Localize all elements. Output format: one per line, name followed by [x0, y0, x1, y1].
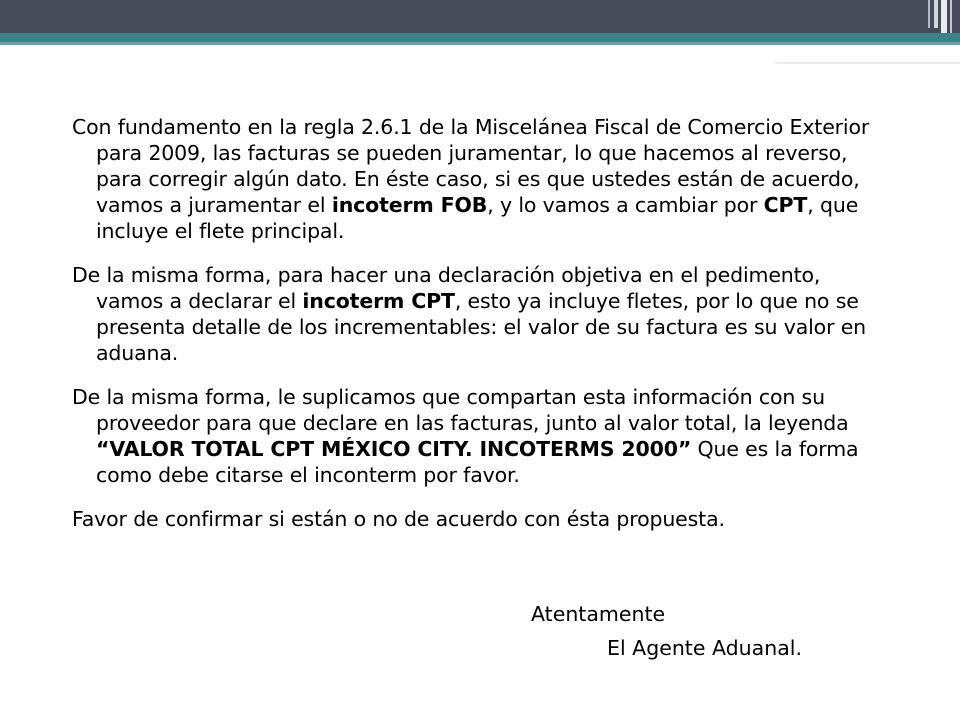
bold-text: incoterm FOB	[331, 193, 488, 217]
decorative-line	[720, 49, 888, 51]
decorative-bar	[934, 0, 938, 28]
text: Que es la forma como debe citarse el inconterm por favor.	[96, 437, 859, 487]
closing-text: Atentamente	[531, 602, 666, 626]
bold-text: CPT	[763, 193, 808, 217]
bold-text: “VALOR TOTAL CPT MÉXICO CITY. INCOTERMS 2000”	[96, 437, 692, 461]
paragraph-regla	[72, 114, 892, 244]
text: , esto ya incluye fletes, por lo que no se presenta detalle de los incrementables: el valor de su factura es su valor en aduana.	[96, 289, 867, 365]
bold-text: incoterm CPT	[302, 289, 455, 313]
text: , y lo vamos a cambiar por	[487, 193, 764, 217]
decorative-bar	[950, 0, 952, 33]
document-body	[72, 114, 892, 550]
text: Favor de confirmar si están o no de acuerdo con ésta propuesta.	[72, 507, 725, 531]
header-bar	[0, 0, 960, 33]
header-accent-stripe-light	[0, 42, 960, 45]
text: Con fundamento en la regla 2.6.1 de la Miscelánea Fiscal de Comercio Exterior para 2009, las facturas se pueden juramentar, lo que hacemos al reverso, para corregir algún dato. En éste caso, si es que ustedes están de acuerdo, vamos a juramentar el	[72, 115, 870, 217]
signer-text: El Agente Aduanal.	[607, 636, 802, 660]
text: De la misma forma, para hacer una declaración objetiva en el pedimento, vamos a declarar el	[72, 263, 821, 313]
decorative-line	[775, 62, 960, 64]
text: , que incluye el flete principal.	[96, 193, 859, 243]
paragraph-leyenda	[72, 384, 892, 488]
header-accent-stripe	[0, 33, 960, 42]
decorative-bar	[941, 0, 947, 33]
text: De la misma forma, le suplicamos que compartan esta información con su proveedor para que declare en las facturas, junto al valor total, la leyenda	[72, 385, 849, 435]
paragraph-declaracion	[72, 262, 892, 366]
decorative-bar	[928, 0, 930, 28]
paragraph-confirmar	[72, 506, 892, 532]
